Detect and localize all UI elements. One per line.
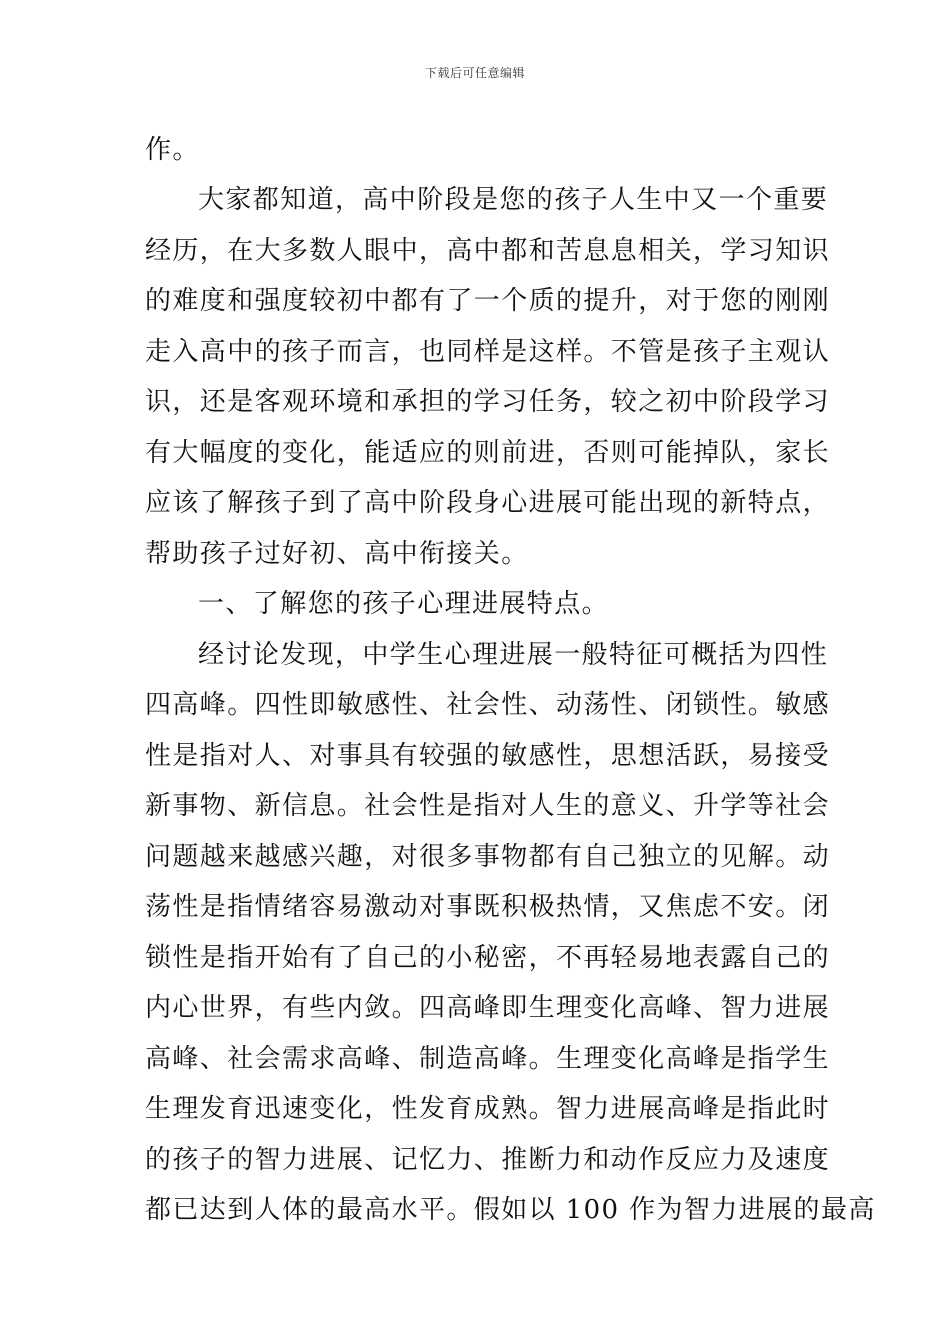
text-line: 识，还是客观环境和承担的学习任务，较之初中阶段学习 (145, 387, 831, 417)
text-line: 有大幅度的变化，能适应的则前进，否则可能掉队，家长 (145, 438, 831, 468)
text-line: 都已达到人体的最高水平。假如以 100 作为智力进展的最高 (145, 1195, 876, 1225)
text-line: 走入高中的孩子而言，也同样是这样。不管是孩子主观认 (145, 337, 831, 367)
section-heading: 一、了解您的孩子心理进展特点。 (198, 589, 610, 619)
text-line: 的孩子的智力进展、记忆力、推断力和动作反应力及速度 (145, 1145, 831, 1175)
text-line: 应该了解孩子到了高中阶段身心进展可能出现的新特点， (145, 488, 831, 518)
text-line: 四高峰。四性即敏感性、社会性、动荡性、闭锁性。敏感 (145, 690, 831, 720)
text-line: 锁性是指开始有了自己的小秘密，不再轻易地表露自己的 (145, 943, 831, 973)
text-line: 荡性是指情绪容易激动对事既积极热情，又焦虑不安。闭 (145, 892, 831, 922)
text-line: 生理发育迅速变化，性发育成熟。智力进展高峰是指此时 (145, 1094, 831, 1124)
text-line: 经讨论发现，中学生心理进展一般特征可概括为四性 (198, 640, 829, 670)
text-line: 作。 (145, 135, 200, 165)
text-line: 大家都知道，高中阶段是您的孩子人生中又一个重要 (198, 185, 829, 215)
text-line: 性是指对人、对事具有较强的敏感性，思想活跃，易接受 (145, 741, 831, 771)
text-line: 帮助孩子过好初、高中衔接关。 (145, 539, 529, 569)
text-line: 问题越来越感兴趣，对很多事物都有自己独立的见解。动 (145, 842, 831, 872)
text-line: 内心世界，有些内敛。四高峰即生理变化高峰、智力进展 (145, 993, 831, 1023)
text-line: 经历，在大多数人眼中，高中都和苦息息相关，学习知识 (145, 236, 831, 266)
text-line: 的难度和强度较初中都有了一个质的提升，对于您的刚刚 (145, 286, 831, 316)
text-line: 高峰、社会需求高峰、制造高峰。生理变化高峰是指学生 (145, 1044, 831, 1074)
page-header: 下载后可任意编辑 (424, 66, 525, 80)
text-line: 新事物、新信息。社会性是指对人生的意义、升学等社会 (145, 791, 831, 821)
